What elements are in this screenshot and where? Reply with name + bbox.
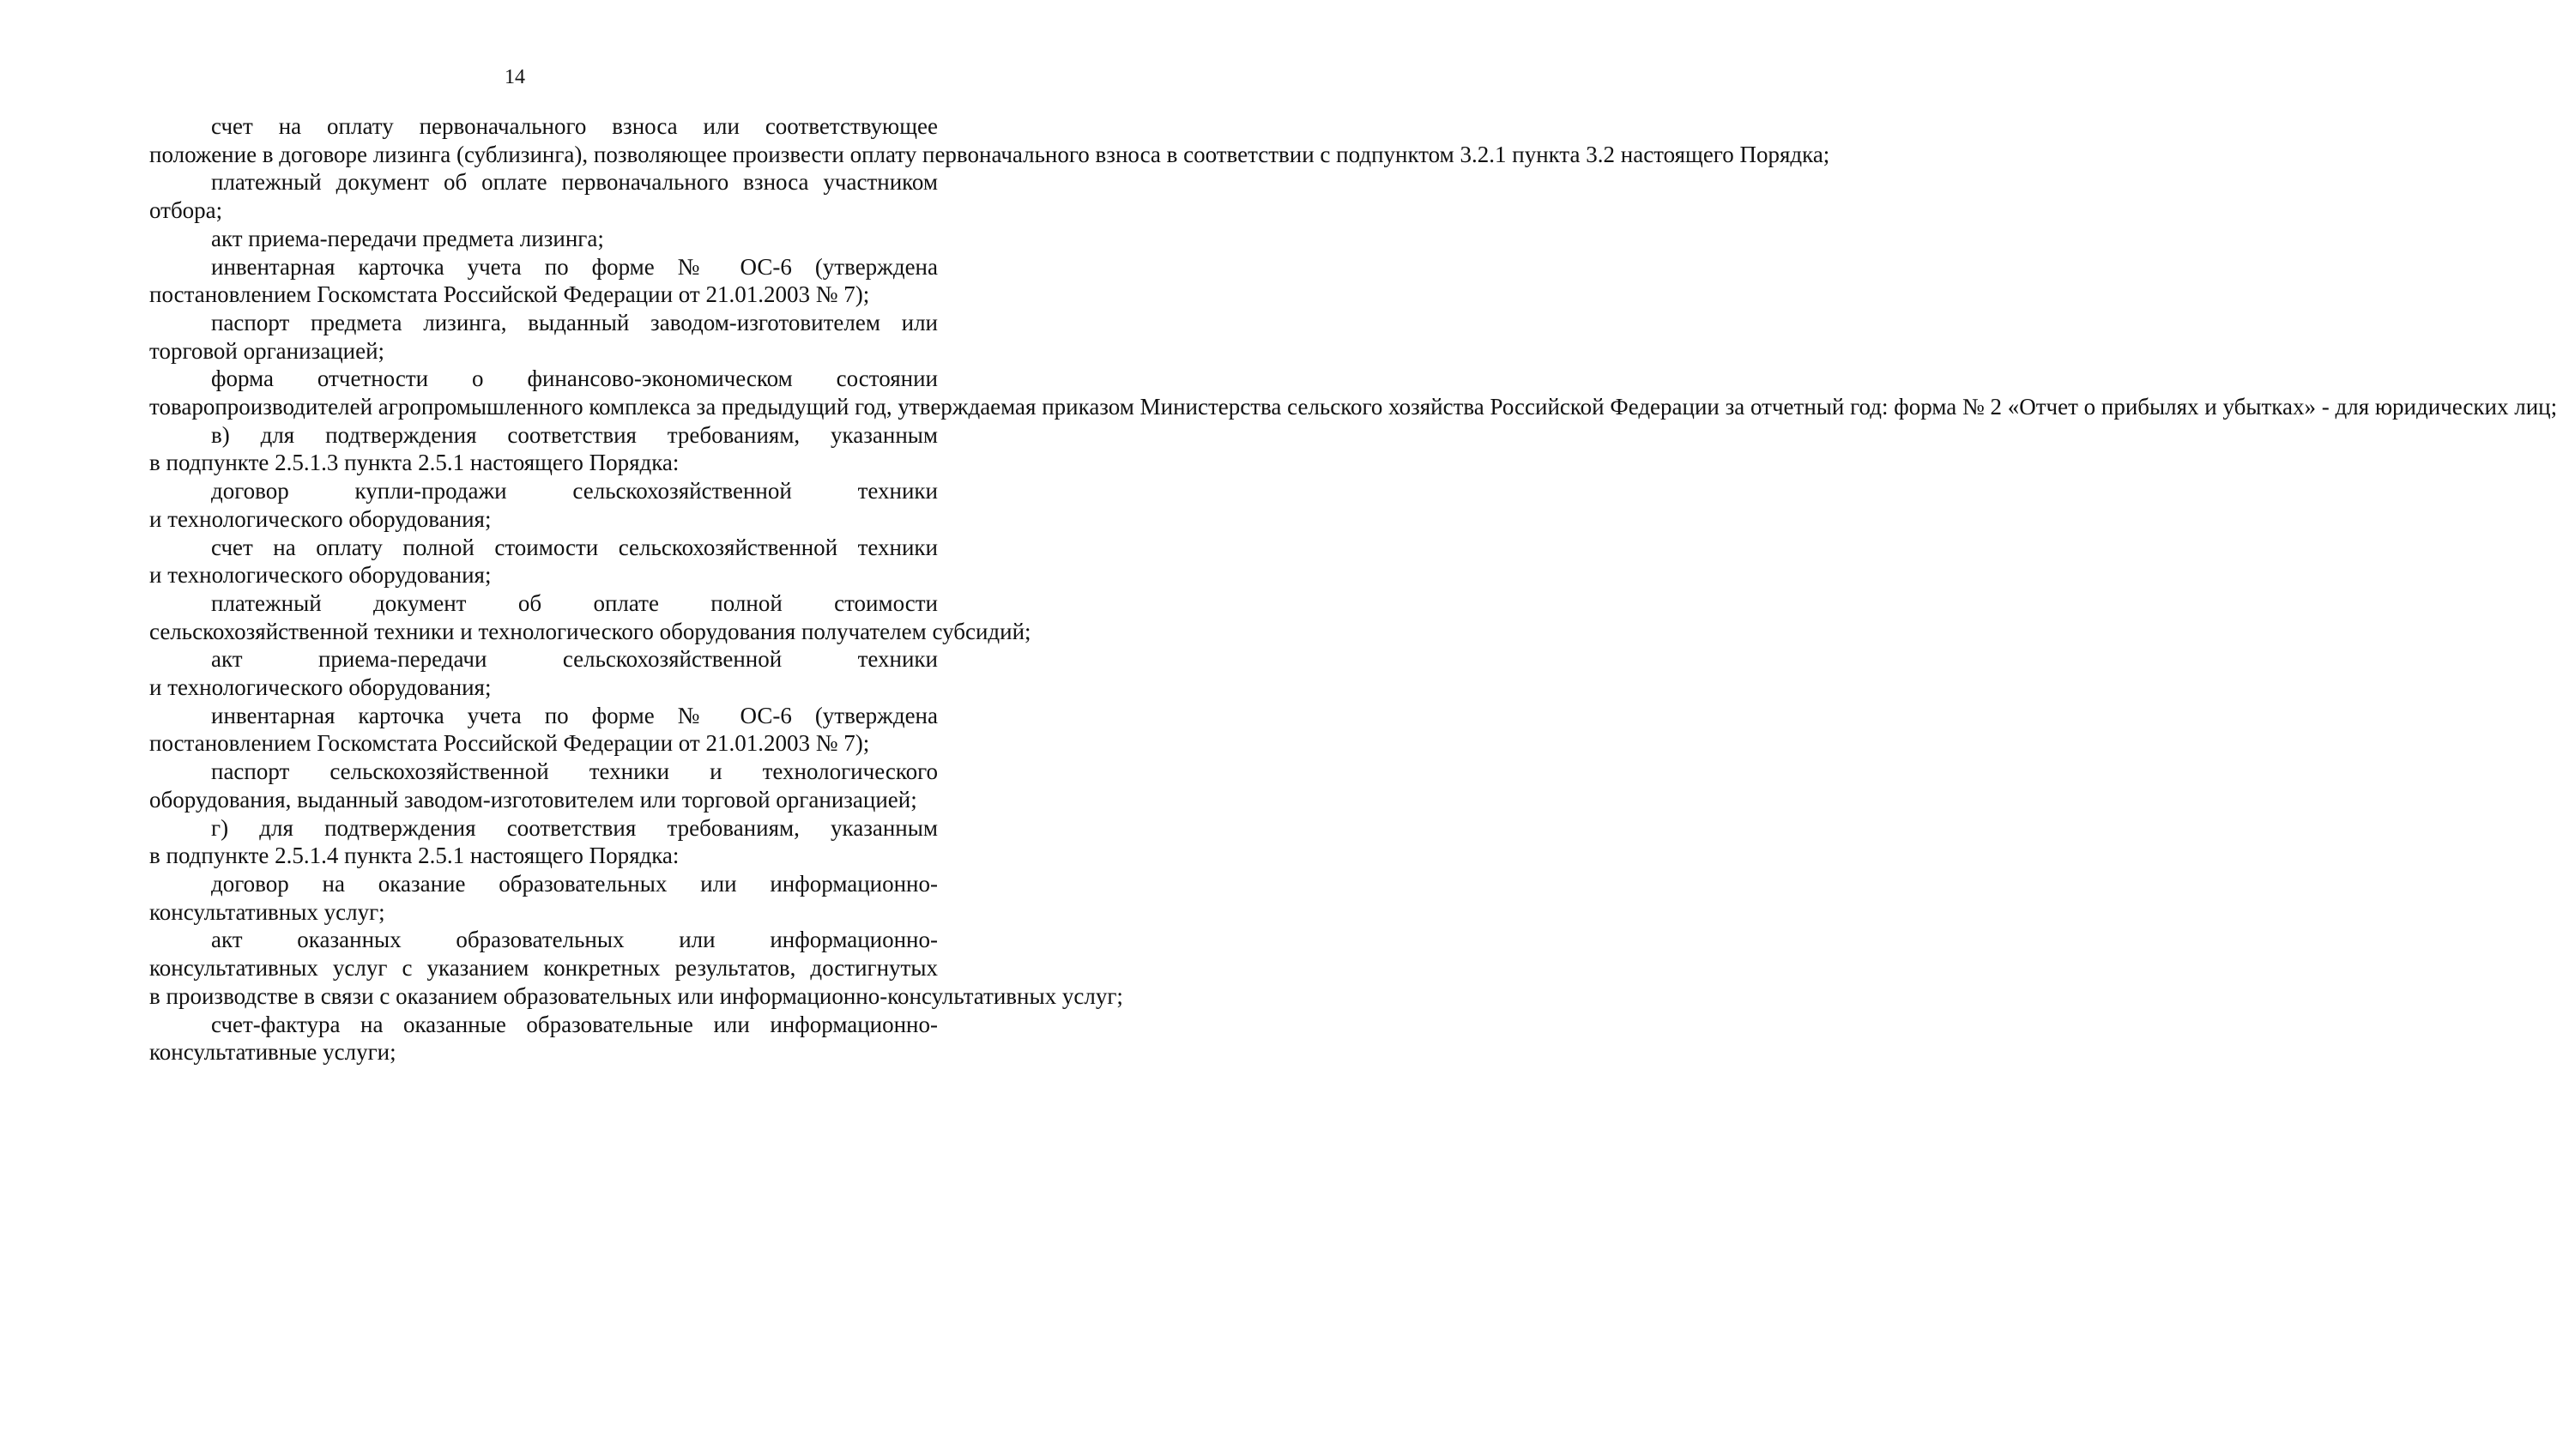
paragraph-line: товаропроизводителей агропромышленного комплекса за предыдущий год, утверждаемая приказом Министерства сельского хозяйства Российской Федерации за отчетный год: форма № 2 «Отчет о прибылях и убытках» - для юридических лиц; [149,394,2557,420]
paragraph [149,477,938,533]
paragraph-line: консультативных услуг с указанием конкретных результатов, достигнутых [149,955,938,982]
paragraph-line: постановлением Госкомстата Российской Федерации от 21.01.2003 № 7); [149,281,870,308]
paragraph-line: сельскохозяйственной техники и технологического оборудования получателем субсидий; [149,618,1031,644]
paragraph-line: оборудования, выданный заводом-изготовителем или торговой организацией; [149,786,917,813]
paragraph [149,926,1123,1010]
paragraph [149,814,938,870]
paragraph-line: форма отчетности о финансово-экономическом состоянии [211,366,938,392]
paragraph-line: платежный документ об оплате полной стоимости [211,589,938,616]
paragraph [149,309,938,365]
paragraph [149,225,938,253]
paragraph [149,365,2557,420]
paragraph [149,758,938,813]
paragraph [149,645,938,701]
paragraph-line: акт приема-передачи предмета лизинга; [211,225,604,251]
paragraph-line: счет-фактура на оказанные образовательные или информационно- [211,1011,938,1037]
paragraph-line: паспорт сельскохозяйственной техники и технологического [211,758,938,785]
paragraph [149,421,938,477]
paragraph-line: платежный документ об оплате первоначального взноса участником [211,169,938,196]
paragraph-line: отбора; [149,197,223,224]
paragraph-line: в подпункте 2.5.1.3 пункта 2.5.1 настоящего Порядка: [149,450,680,476]
paragraph-line: в производстве в связи с оказанием образовательных или информационно-консультативных услуг; [149,982,1123,1009]
paragraph-line: положение в договоре лизинга (сублизинга), позволяющее произвести оплату первоначального взноса в соответствии с подпунктом 3.2.1 пункта 3.2 настоящего Порядка; [149,141,1830,167]
paragraph-line: договор купли-продажи сельскохозяйственной техники [211,478,938,504]
paragraph-line: инвентарная карточка учета по форме № ОС-6 (утверждена [211,253,938,280]
paragraph [149,253,938,309]
paragraph-line: и технологического оборудования; [149,505,492,532]
paragraph [149,1011,938,1066]
paragraph [149,870,938,926]
paragraph-line: и технологического оборудования; [149,674,492,701]
paragraph [149,702,938,758]
paragraph-line: в подпункте 2.5.1.4 пункта 2.5.1 настоящего Порядка: [149,843,680,869]
paragraph-line: торговой организацией; [149,337,385,364]
paragraph [149,112,1830,168]
paragraph-line: акт оказанных образовательных или информационно- [211,927,938,953]
paragraph [149,534,938,589]
paragraph-line: паспорт предмета лизинга, выданный заводом-изготовителем или [211,309,938,335]
paragraph-line: консультативные услуги; [149,1039,396,1066]
paragraph-line: в) для подтверждения соответствия требованиям, указанным [211,421,938,448]
paragraph-line: г) для подтверждения соответствия требованиям, указанным [211,814,938,841]
paragraph [149,168,938,224]
paragraph [149,589,1031,645]
paragraph-line: инвентарная карточка учета по форме № ОС-6 (утверждена [211,702,938,728]
page-number: 14 [505,66,525,88]
paragraph-line: постановлением Госкомстата Российской Федерации от 21.01.2003 № 7); [149,730,870,757]
paragraph-line: счет на оплату первоначального взноса или соответствующее [211,113,938,139]
document-body [149,112,2557,1066]
paragraph-line: консультативных услуг; [149,898,385,925]
paragraph-line: акт приема-передачи сельскохозяйственной техники [211,646,938,673]
paragraph-line: и технологического оборудования; [149,562,492,589]
paragraph-line: договор на оказание образовательных или информационно- [211,870,938,897]
paragraph-line: счет на оплату полной стоимости сельскохозяйственной техники [211,534,938,560]
